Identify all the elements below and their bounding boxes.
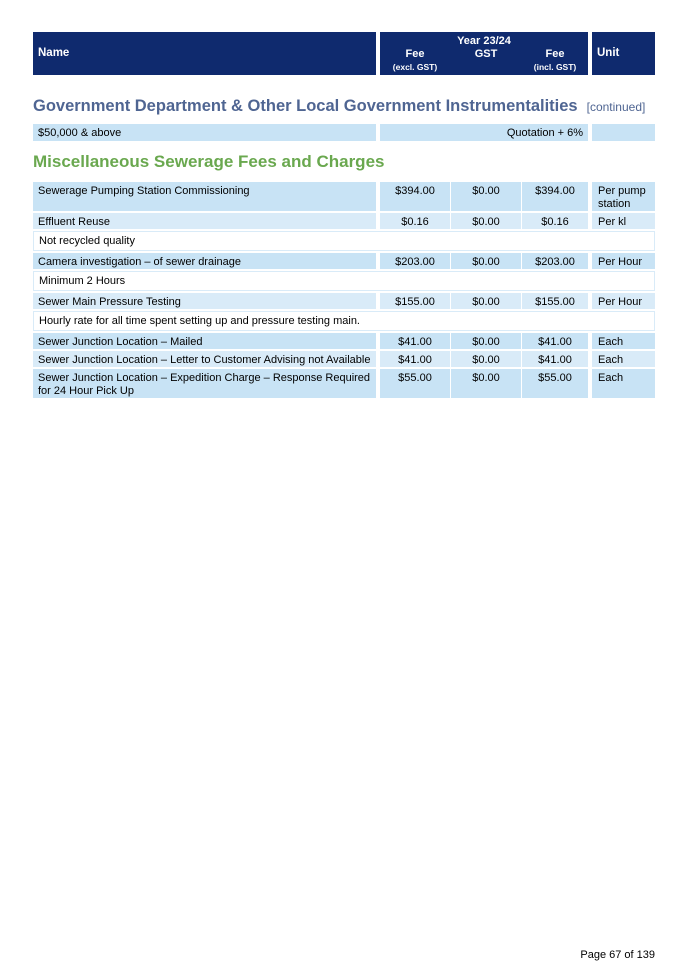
table-row [33,124,655,141]
table-row [33,213,655,229]
row-note: Hourly rate for all time spent setting up and pressure testing main. [39,315,360,327]
row-fee-incl: $55.00 [522,369,588,398]
page-number: Page 67 of 139 [580,949,655,961]
row-fee: $55.00 [380,369,450,398]
row-unit: Each [598,372,624,384]
table-note-row [33,311,655,331]
row-fee: $203.00 [380,253,450,269]
row-name: Effluent Reuse [38,216,110,228]
header-gst [451,48,521,60]
header-unit-cell [592,32,655,75]
row-name: Sewer Main Pressure Testing [38,296,181,308]
table-row [33,369,655,398]
row-fee-incl: $155.00 [522,293,588,309]
continued-label: [continued] [586,100,646,114]
row-fee: $0.16 [380,213,450,229]
row-name: Sewerage Pumping Station Commissioning [38,185,250,197]
row-unit: Per Hour [598,296,643,308]
row-gst: $0.00 [451,253,521,269]
header-fee-label: Fee [405,48,425,60]
header-fee-excl [380,48,450,72]
row-name: $50,000 & above [38,127,122,139]
row-name: Sewer Junction Location – Letter to Customer Advising not Available [38,354,371,366]
row-name: Sewer Junction Location – Expedition Charge – Response Required for 24 Hour Pick Up [38,372,371,397]
row-fee-incl: $203.00 [522,253,588,269]
row-fee-incl: $41.00 [522,333,588,349]
row-gst: $0.00 [451,293,521,309]
row-unit: Each [598,336,624,348]
table-note-row [33,231,655,251]
row-note: Minimum 2 Hours [39,275,126,287]
misc-table-body [33,182,655,398]
row-gst: $0.00 [451,182,521,211]
table-note-row [33,271,655,291]
row-note: Not recycled quality [39,235,135,247]
table-row [33,351,655,367]
row-fee: $155.00 [380,293,450,309]
row-quotation: Quotation + 6% [506,127,583,139]
row-gst: $0.00 [451,369,521,398]
header-fee-incl-label: Fee [545,48,565,60]
table-row [33,333,655,349]
row-gst: $0.00 [451,213,521,229]
row-fee-incl: $0.16 [522,213,588,229]
row-unit: Per Hour [598,256,643,268]
header-unit: Unit [597,47,620,59]
header-name: Name [38,47,70,59]
header-fee-incl [522,48,588,72]
row-gst: $0.00 [451,351,521,367]
section-title: Government Department & Other Local Government Instrumentalities [33,97,578,115]
table-row [33,182,655,211]
row-unit: Each [598,354,624,366]
table-row [33,253,655,269]
header-name-cell [33,32,376,75]
row-name: Sewer Junction Location – Mailed [38,336,203,348]
header-fee-excl-sub: (excl. GST) [392,62,438,72]
section-heading-misc: Miscellaneous Sewerage Fees and Charges [33,152,385,171]
row-name: Camera investigation – of sewer drainage [38,256,242,268]
row-gst: $0.00 [451,333,521,349]
row-unit: Per kl [598,216,627,228]
fee-schedule-page [33,32,655,398]
section-heading-government [33,97,655,119]
table-header [33,32,655,75]
row-unit: Per pump station [598,185,646,210]
row-fee: $41.00 [380,351,450,367]
header-year-group [380,32,588,75]
header-gst-label: GST [474,48,498,60]
row-fee: $394.00 [380,182,450,211]
header-fee-incl-sub: (incl. GST) [533,62,577,72]
table-row [33,293,655,309]
row-fee-incl: $41.00 [522,351,588,367]
header-year: Year 23/24 [457,35,511,47]
row-fee-incl: $394.00 [522,182,588,211]
row-fee: $41.00 [380,333,450,349]
